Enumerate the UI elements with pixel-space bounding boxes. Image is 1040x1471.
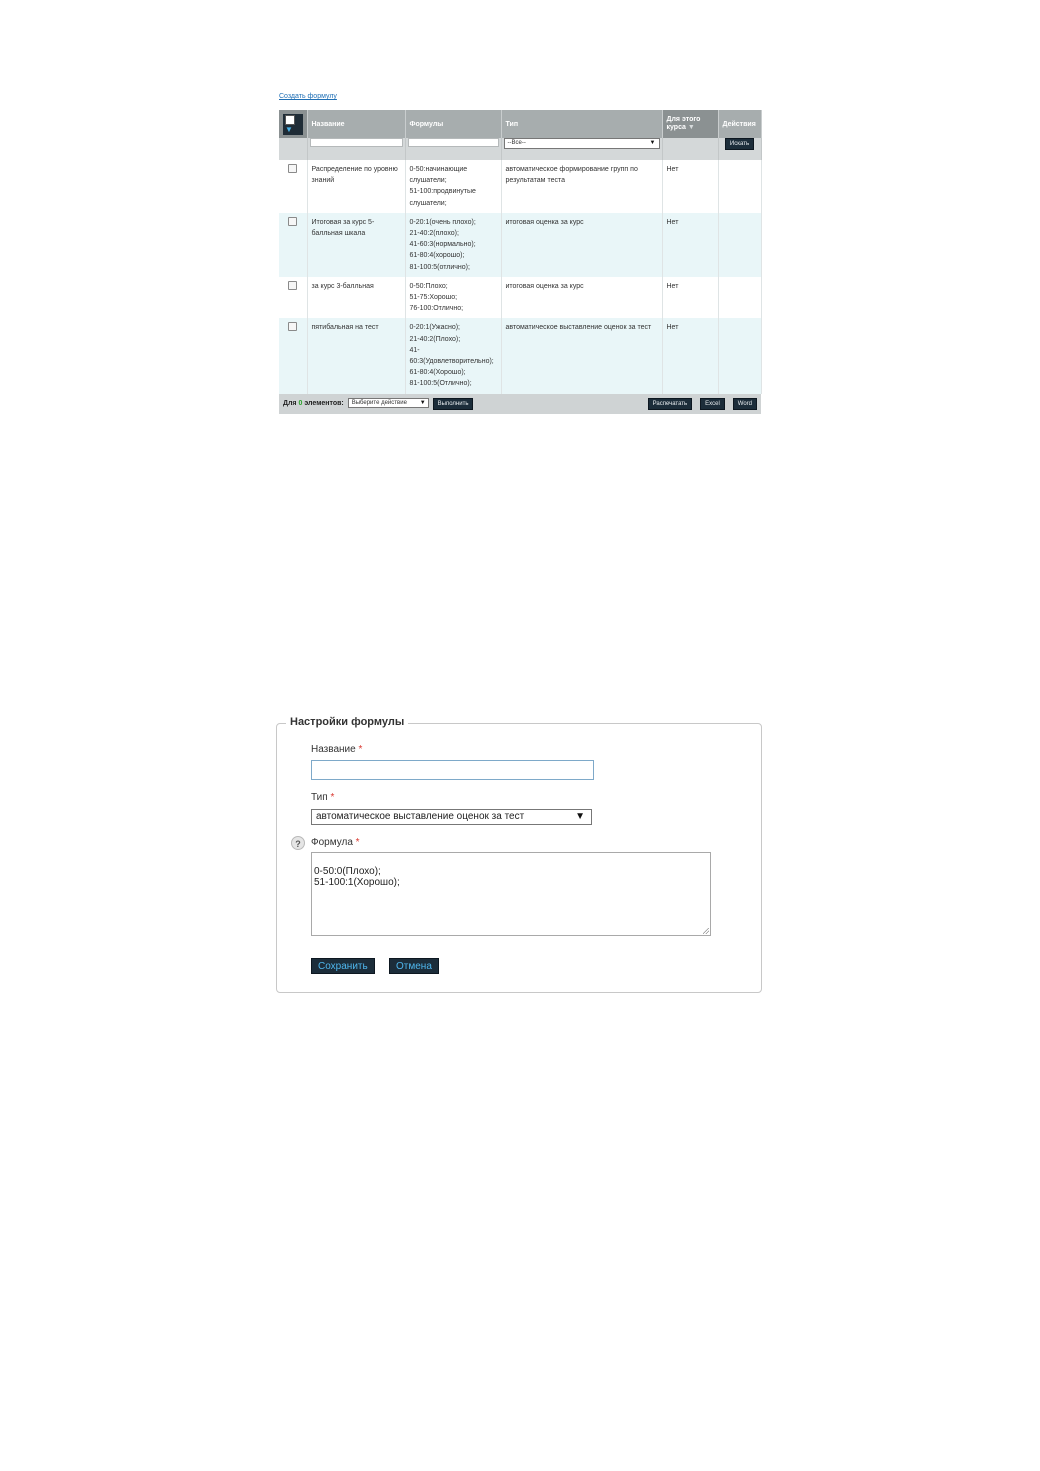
export-buttons <box>642 398 757 410</box>
cell-name: Распределение по уровню знаний <box>307 160 405 213</box>
cell-name: Итоговая за курс 5-балльная шкала <box>307 213 405 277</box>
formula-textarea[interactable] <box>311 852 711 936</box>
header-for-course-label: Для этого курса <box>666 116 701 131</box>
row-checkbox-cell <box>279 318 307 393</box>
select-all-header[interactable] <box>279 110 307 138</box>
row-checkbox[interactable] <box>288 164 297 173</box>
filter-empty-cell <box>279 138 307 160</box>
name-label <box>311 744 362 755</box>
filter-name-input[interactable] <box>310 138 403 147</box>
chevron-down-icon: ▼ <box>419 399 426 406</box>
table-footer-cell <box>279 394 761 414</box>
table-row[interactable] <box>279 160 761 213</box>
formula-label <box>311 837 360 848</box>
formula-textarea-value: 0-50:0(Плохо); 51-100:1(Хорошо); <box>314 866 400 888</box>
run-button[interactable]: Выполнить <box>433 398 474 410</box>
cell-type: итоговая оценка за курс <box>501 277 662 319</box>
required-mark: * <box>330 792 335 803</box>
table-row[interactable] <box>279 318 761 393</box>
filter-search-cell <box>718 138 761 160</box>
cancel-button[interactable]: Отмена <box>389 958 439 974</box>
print-button[interactable]: Распечатать <box>648 398 693 410</box>
cell-type: итоговая оценка за курс <box>501 213 662 277</box>
cell-formula: 0-50:Плохо; 51-75:Хорошо; 76-100:Отлично; <box>405 277 501 319</box>
name-label-text: Название <box>311 744 356 755</box>
cell-name: за курс 3-балльная <box>307 277 405 319</box>
row-checkbox[interactable] <box>288 217 297 226</box>
cell-actions <box>718 213 761 277</box>
cell-type: автоматическое формирование групп по результатам теста <box>501 160 662 213</box>
name-input[interactable] <box>311 760 594 780</box>
filter-type-cell <box>501 138 662 160</box>
filter-type-value: --Все-- <box>507 140 526 146</box>
cell-for-course: Нет <box>662 160 718 213</box>
filter-course-cell <box>662 138 718 160</box>
filter-formula-input[interactable] <box>408 138 499 147</box>
bulk-prefix: Для <box>283 399 297 407</box>
type-label-text: Тип <box>311 792 328 803</box>
cell-actions <box>718 160 761 213</box>
cell-formula: 0-20:1(очень плохо); 21-40:2(плохо); 41-60:3(нормально); 61-80:4(хорошо); 81-100:5(отлично); <box>405 213 501 277</box>
cell-formula: 0-20:1(Ужасно); 21-40:2(Плохо); 41- 60:3(Удовлетворительно); 61-80:4(Хорошо); 81-100:5(Отлично); <box>405 318 501 393</box>
row-checkbox-cell <box>279 277 307 319</box>
formulas-table <box>279 110 762 414</box>
select-all-checkbox[interactable] <box>283 114 303 135</box>
bulk-action-value: Выберите действие <box>351 399 407 406</box>
filter-row <box>279 138 761 160</box>
sort-arrow-icon: ▼ <box>687 124 695 131</box>
table-row[interactable] <box>279 213 761 277</box>
filter-name-cell <box>307 138 405 160</box>
cell-type: автоматическое выставление оценок за тест <box>501 318 662 393</box>
bulk-suffix: элементов: <box>304 399 344 407</box>
cell-actions <box>718 318 761 393</box>
cell-actions <box>718 277 761 319</box>
save-button[interactable]: Сохранить <box>311 958 375 974</box>
header-type[interactable]: Тип <box>501 110 662 138</box>
cell-name: пятибальная на тест <box>307 318 405 393</box>
word-button[interactable]: Word <box>733 398 757 410</box>
header-actions: Действия <box>718 110 761 138</box>
type-label <box>311 792 334 803</box>
row-checkbox-cell <box>279 213 307 277</box>
chevron-down-icon: ▼ <box>575 811 585 822</box>
header-for-course[interactable] <box>662 110 718 138</box>
checkbox-icon <box>285 115 295 125</box>
chevron-down-icon: ▼ <box>649 140 656 146</box>
help-icon[interactable]: ? <box>291 836 305 850</box>
required-mark: * <box>358 744 363 755</box>
filter-type-select[interactable] <box>504 138 660 149</box>
search-button[interactable]: Искать <box>725 138 754 150</box>
row-checkbox[interactable] <box>288 281 297 290</box>
row-checkbox-cell <box>279 160 307 213</box>
table-header-row <box>279 110 761 138</box>
formula-settings-fieldset <box>276 716 762 993</box>
bulk-action-select[interactable] <box>348 398 429 408</box>
type-select[interactable] <box>311 809 592 825</box>
required-mark: * <box>355 837 360 848</box>
type-select-value: автоматическое выставление оценок за тест <box>316 811 525 822</box>
cell-for-course: Нет <box>662 213 718 277</box>
filter-formula-cell <box>405 138 501 160</box>
caret-down-icon: ▼ <box>285 124 293 134</box>
header-name[interactable]: Название <box>307 110 405 138</box>
excel-button[interactable]: Excel <box>700 398 725 410</box>
cell-for-course: Нет <box>662 318 718 393</box>
bulk-actions <box>283 400 473 407</box>
table-row[interactable] <box>279 277 761 319</box>
table-footer <box>279 394 761 414</box>
formula-label-text: Формула <box>311 837 353 848</box>
create-formula-link[interactable]: Создать формулу <box>279 93 337 100</box>
resize-handle-icon[interactable] <box>703 928 709 934</box>
cell-formula: 0-50:начинающие слушатели; 51-100:продвинутые слушатели; <box>405 160 501 213</box>
header-formula[interactable]: Формулы <box>405 110 501 138</box>
row-checkbox[interactable] <box>288 322 297 331</box>
cell-for-course: Нет <box>662 277 718 319</box>
selected-count: 0 <box>298 399 303 407</box>
fieldset-legend: Настройки формулы <box>286 716 408 728</box>
